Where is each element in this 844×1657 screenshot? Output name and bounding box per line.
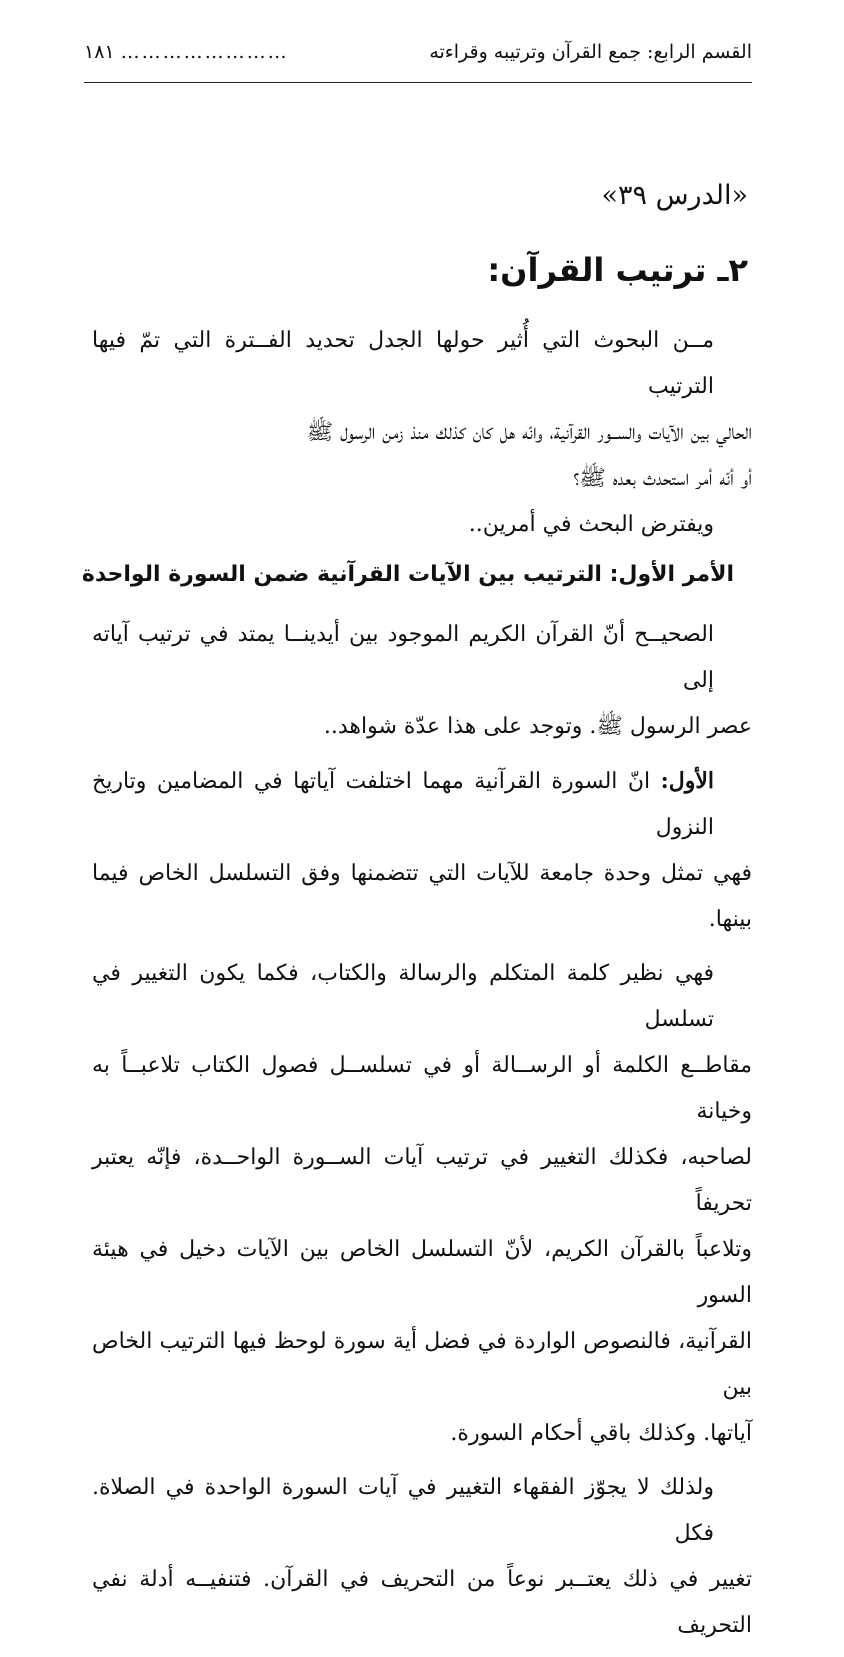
lesson-heading: «الدرس ٣٩» xyxy=(601,180,748,211)
section-title: ٢ـ ترتيب القرآن: xyxy=(487,251,748,289)
text-line: فهي تمثل وحدة جامعة للآيات التي تتضمنها وفق التسلسل الخاص فيما بينها. xyxy=(92,861,752,932)
text-line: لصاحبه، فكذلك التغيير في ترتيب آيات الســورة الواحــدة، فإنّه يعتبر تحريفاً xyxy=(92,1145,752,1216)
intro-paragraph xyxy=(92,318,752,548)
text-line: وتلاعباً بالقرآن الكريم، لأنّ التسلسل الخاص بين الآيات دخيل في هيئة السور xyxy=(92,1237,752,1308)
header-leader-dots: …………………… xyxy=(120,40,289,63)
running-header xyxy=(84,36,752,68)
intro-line: مــن البحوث التي أُثير حولها الجدل تحديد الفــترة التي تمّ فيها الترتيب xyxy=(92,328,714,399)
intro-line: الحالي بين الآيات والســور القرآنية، وانّه هل كان كذلك منذ زمن الرسول ﷺ xyxy=(306,420,752,445)
text-line xyxy=(92,758,752,851)
text-line: القرآنية، فالنصوص الواردة في فضل أية سورة لوحظ فيها الترتيب الخاص بين xyxy=(92,1329,752,1400)
text-line: آياتها. وكذلك باقي أحكام السورة. xyxy=(450,1421,752,1446)
header-rule xyxy=(84,82,752,83)
paragraph-label: الأول: xyxy=(660,768,714,794)
header-page-info xyxy=(84,40,289,63)
paragraph xyxy=(92,1465,752,1649)
text-line: الصحيــح أنّ القرآن الكريم الموجود بين أيدينــا يمتد في ترتيب آياته إلى xyxy=(92,622,714,693)
text-line: فهي نظير كلمة المتكلم والرسالة والكتاب، فكما يكون التغيير في تسلسل xyxy=(92,961,714,1032)
text-line: ولذلك لا يجوّز الفقهاء التغيير في آيات السورة الواحدة في الصلاة. فكل xyxy=(92,1475,714,1546)
paragraph xyxy=(92,758,752,943)
text-line: عصر الرسول ﷺ. وتوجد على هذا عدّة شواهد.. xyxy=(323,714,752,739)
page-number: ١٨١ xyxy=(84,40,115,63)
intro-line: أو أنّه أمر استحدث بعده ﷺ؟ xyxy=(573,466,752,491)
subheading: الأمر الأول: الترتيب بين الآيات القرآنية ضمن السورة الواحدة xyxy=(81,562,734,587)
text-run: انّ السورة القرآنية مهما اختلفت آياتها في المضامين وتاريخ النزول xyxy=(92,769,714,840)
text-line: مقاطــع الكلمة أو الرســالة أو في تسلســل فصول الكتاب تلاعبــاً به وخيانة xyxy=(92,1053,752,1124)
body-text xyxy=(92,612,752,1657)
running-title: القسم الرابع: جمع القرآن وترتيبه وقراءته xyxy=(429,40,752,63)
paragraph xyxy=(92,612,752,750)
text-line: تغيير في ذلك يعتــبر نوعاً من التحريف في القرآن. فتنفيــه أدلة نفي التحريف xyxy=(92,1567,752,1638)
intro-line: ويفترض البحث في أمرين.. xyxy=(468,512,714,537)
paragraph xyxy=(92,951,752,1457)
